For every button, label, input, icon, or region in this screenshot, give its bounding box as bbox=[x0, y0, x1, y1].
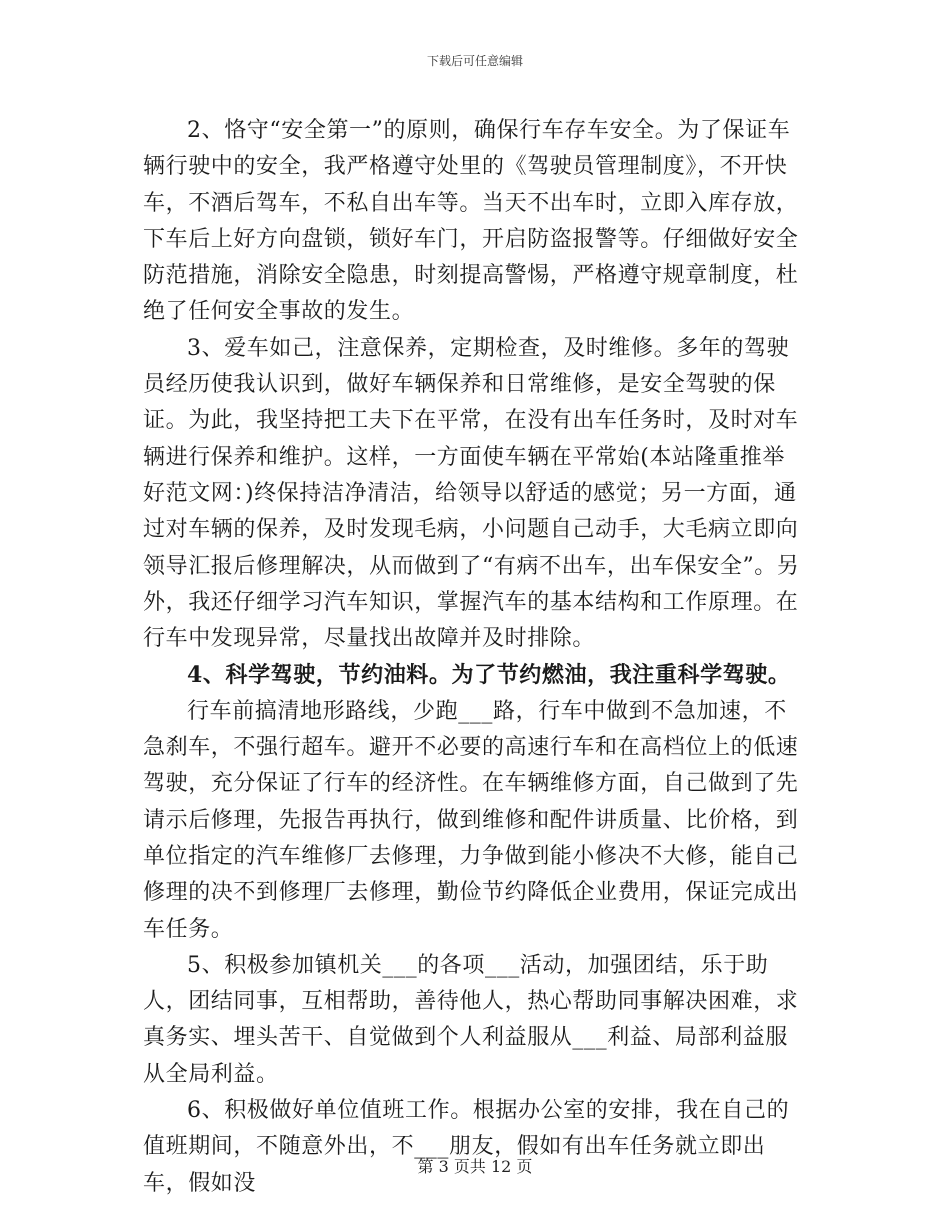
paragraph-item-5: 5、积极参加镇机关___的各项___活动，加强团结，乐于助人，团结同事，互相帮助，善待他人，热心帮助同事解决困难，求真务实、埋头苦干、自觉做到个人利益服从___利益、局部利益服从全局利益。 bbox=[143, 952, 799, 1087]
document-body bbox=[143, 113, 807, 1202]
page-number-footer: 第 3 页共 12 页 bbox=[417, 1157, 533, 1176]
paragraph-item-4-heading: 4、科学驾驶，节约油料。为了节约燃油，我注重科学驾驶。 bbox=[187, 662, 791, 689]
paragraph-item-6: 6、积极做好单位值班工作。根据办公室的安排，我在自己的值班期间，不随意外出，不___朋友，假如有出车任务就立即出车，假如没 bbox=[143, 1098, 790, 1196]
paragraph-item-3: 3、爱车如己，注意保养，定期检查，及时维修。多年的驾驶员经历使我认识到，做好车辆保养和日常维修，是安全驾驶的保证。为此，我坚持把工夫下在平常，在没有出车任务时，及时对车辆进行保养和维护。这样，一方面使车辆在平常始(本站隆重推举好范文网：)终保持洁净清洁，给领导以舒适的感觉；另一方面，通过对车辆的保养，及时发现毛病，小问题自己动手，大毛病立即向领导汇报后修理解决，从而做到了“有病不出车，出车保安全”。另外，我还仔细学习汽车知识，掌握汽车的基本结构和工作原理。在行车中发现异常，尽量找出故障并及时排除。 bbox=[143, 335, 800, 652]
page-header: 下载后可任意编辑 bbox=[426, 54, 523, 68]
paragraph-item-2: 2、恪守“安全第一”的原则，确保行车存车安全。为了保证车辆行驶中的安全，我严格遵守处里的《驾驶员管理制度》，不开快车，不酒后驾车，不私自出车等。当天不出车时，立即入库存放，下车后上好方向盘锁，锁好车门，开启防盗报警等。仔细做好安全防范措施，消除安全隐患，时刻提高警惕，严格遵守规章制度，杜绝了任何安全事故的发生。 bbox=[143, 118, 799, 325]
paragraph-item-4-body: 行车前搞清地形路线，少跑___路，行车中做到不急加速，不急刹车，不强行超车。避开不必要的高速行车和在高档位上的低速驾驶，充分保证了行车的经济性。在车辆维修方面，自己做到了先请示后修理，先报告再执行，做到维修和配件讲质量、比价格，到单位指定的汽车维修厂去修理，力争做到能小修决不大修，能自己修理的决不到修理厂去修理，勤俭节约降低企业费用，保证完成出车任务。 bbox=[143, 698, 799, 942]
